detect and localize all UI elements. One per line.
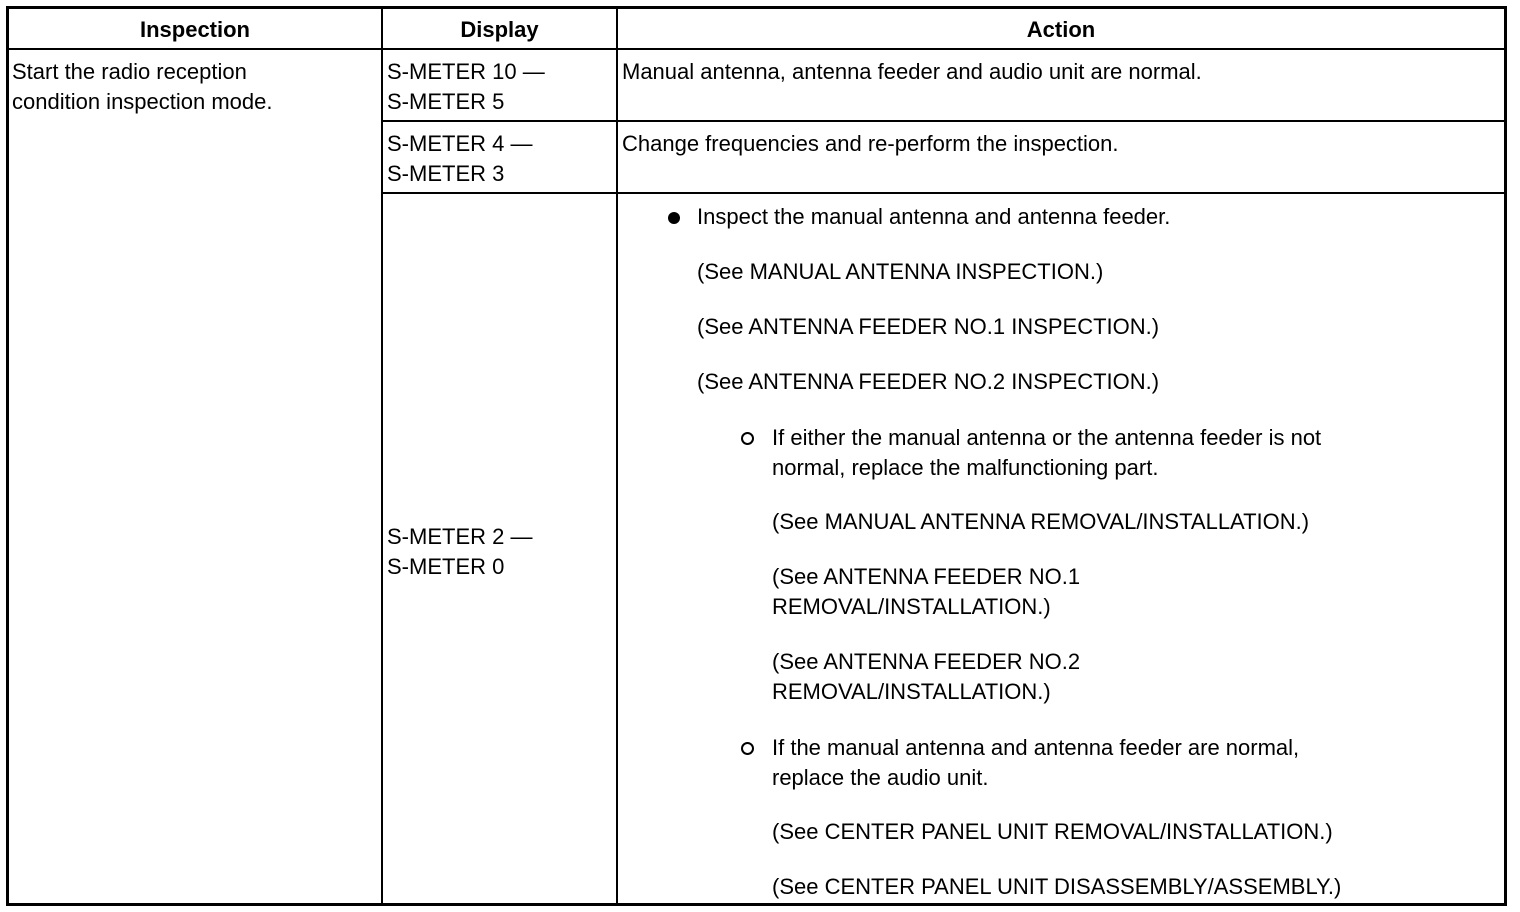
row1-action: Manual antenna, antenna feeder and audio unit are normal. <box>622 59 1202 84</box>
row3-display-line-1: S-METER 2 — <box>387 524 533 549</box>
row3-see-1: (See MANUAL ANTENNA INSPECTION.) <box>697 259 1104 284</box>
sub2-line-2: replace the audio unit. <box>772 765 989 790</box>
sub1-see-2-line-2: REMOVAL/INSTALLATION.) <box>772 594 1051 619</box>
row2-display-line-1: S-METER 4 — <box>387 131 533 156</box>
sub2-see-1: (See CENTER PANEL UNIT REMOVAL/INSTALLATION.) <box>772 819 1333 844</box>
header-inspection: Inspection <box>139 17 250 42</box>
sub-bullet-ring-icon <box>741 432 754 445</box>
sub1-see-1: (See MANUAL ANTENNA REMOVAL/INSTALLATION.) <box>772 509 1310 534</box>
header-display: Display <box>460 17 539 42</box>
row3-display-line-2: S-METER 0 <box>387 554 505 579</box>
sub1-see-3-line-2: REMOVAL/INSTALLATION.) <box>772 679 1051 704</box>
column-divider-2 <box>616 9 618 903</box>
inspection-table <box>6 6 1507 906</box>
row3-see-3: (See ANTENNA FEEDER NO.2 INSPECTION.) <box>697 369 1160 394</box>
row2-action: Change frequencies and re-perform the inspection. <box>622 131 1119 156</box>
row-divider-1 <box>381 120 1504 122</box>
column-divider-1 <box>381 9 383 903</box>
header-action: Action <box>1026 17 1096 42</box>
sub1-line-1: If either the manual antenna or the antenna feeder is not <box>772 425 1322 450</box>
sub1-see-2-line-1: (See ANTENNA FEEDER NO.1 <box>772 564 1081 589</box>
row3-see-2: (See ANTENNA FEEDER NO.1 INSPECTION.) <box>697 314 1160 339</box>
row-divider-2 <box>381 192 1504 194</box>
sub-bullet-ring-icon <box>741 742 754 755</box>
row3-action-bullet: Inspect the manual antenna and antenna feeder. <box>697 204 1171 229</box>
bullet-dot-icon <box>668 212 680 224</box>
inspection-line-1: Start the radio reception <box>12 59 247 84</box>
sub2-see-2: (See CENTER PANEL UNIT DISASSEMBLY/ASSEMBLY.) <box>772 874 1342 899</box>
inspection-line-2: condition inspection mode. <box>12 89 273 114</box>
sub2-line-1: If the manual antenna and antenna feeder are normal, <box>772 735 1300 760</box>
row1-display-line-1: S-METER 10 — <box>387 59 545 84</box>
sub1-see-3-line-1: (See ANTENNA FEEDER NO.2 <box>772 649 1081 674</box>
sub1-line-2: normal, replace the malfunctioning part. <box>772 455 1159 480</box>
row1-display-line-2: S-METER 5 <box>387 89 505 114</box>
row2-display-line-2: S-METER 3 <box>387 161 505 186</box>
